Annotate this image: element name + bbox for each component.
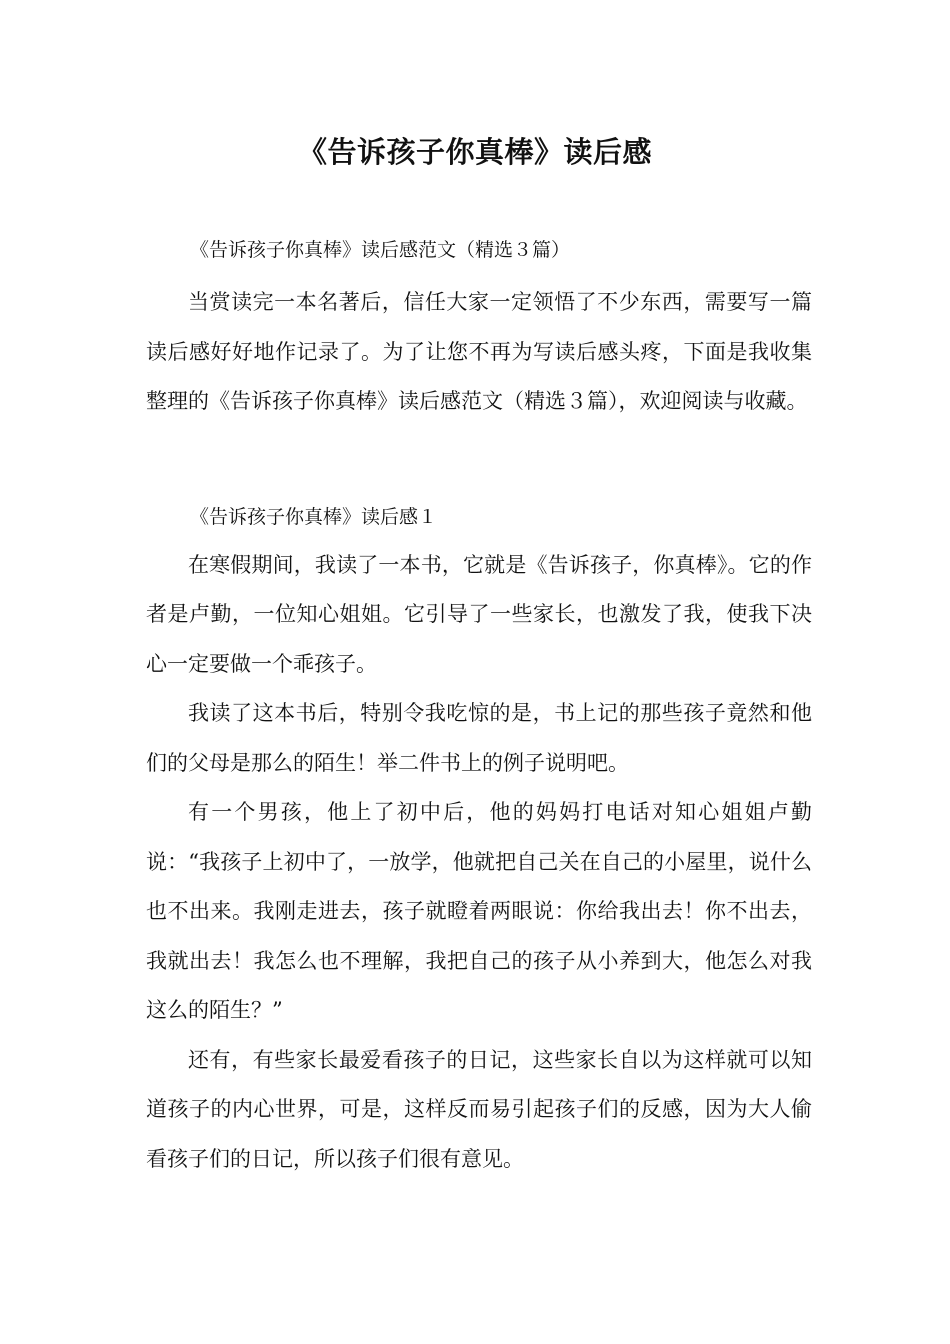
body-paragraph: 我读了这本书后，特别令我吃惊的是，书上记的那些孩子竟然和他们的父母是那么的陌生！举二件书上的例子说明吧。 <box>146 701 812 775</box>
body-paragraph: 在寒假期间，我读了一本书，它就是《告诉孩子，你真棒》。它的作者是卢勤，一位知心姐姐。它引导了一些家长，也激发了我，使我下决心一定要做一个乖孩子。 <box>146 552 812 676</box>
body-paragraph: 有一个男孩，他上了初中后，他的妈妈打电话对知心姐姐卢勤说：“我孩子上初中了，一放学，他就把自己关在自己的小屋里，说什么也不出来。我刚走进去，孩子就瞪着两眼说：你给我出去！你不出去，我就出去！我怎么也不理解，我把自己的孩子从小养到大，他怎么对我这么的陌生？” <box>146 800 812 1022</box>
document-body <box>146 236 812 1184</box>
section-heading: 《告诉孩子你真棒》读后感１ <box>190 505 438 528</box>
body-paragraph: 还有，有些家长最爱看孩子的日记，这些家长自以为这样就可以知道孩子的内心世界，可是，这样反而易引起孩子们的反感，因为大人偷看孩子们的日记，所以孩子们很有意见。 <box>146 1047 812 1171</box>
intro-paragraph: 当赏读完一本名著后，信任大家一定领悟了不少东西，需要写一篇读后感好好地作记录了。为了让您不再为写读后感头疼，下面是我收集整理的《告诉孩子你真棒》读后感范文（精选３篇），欢迎阅读与收藏。 <box>146 290 812 413</box>
document-subtitle: 《告诉孩子你真棒》读后感范文（精选３篇） <box>190 239 571 261</box>
document-title: 《告诉孩子你真棒》读后感 <box>297 135 652 169</box>
